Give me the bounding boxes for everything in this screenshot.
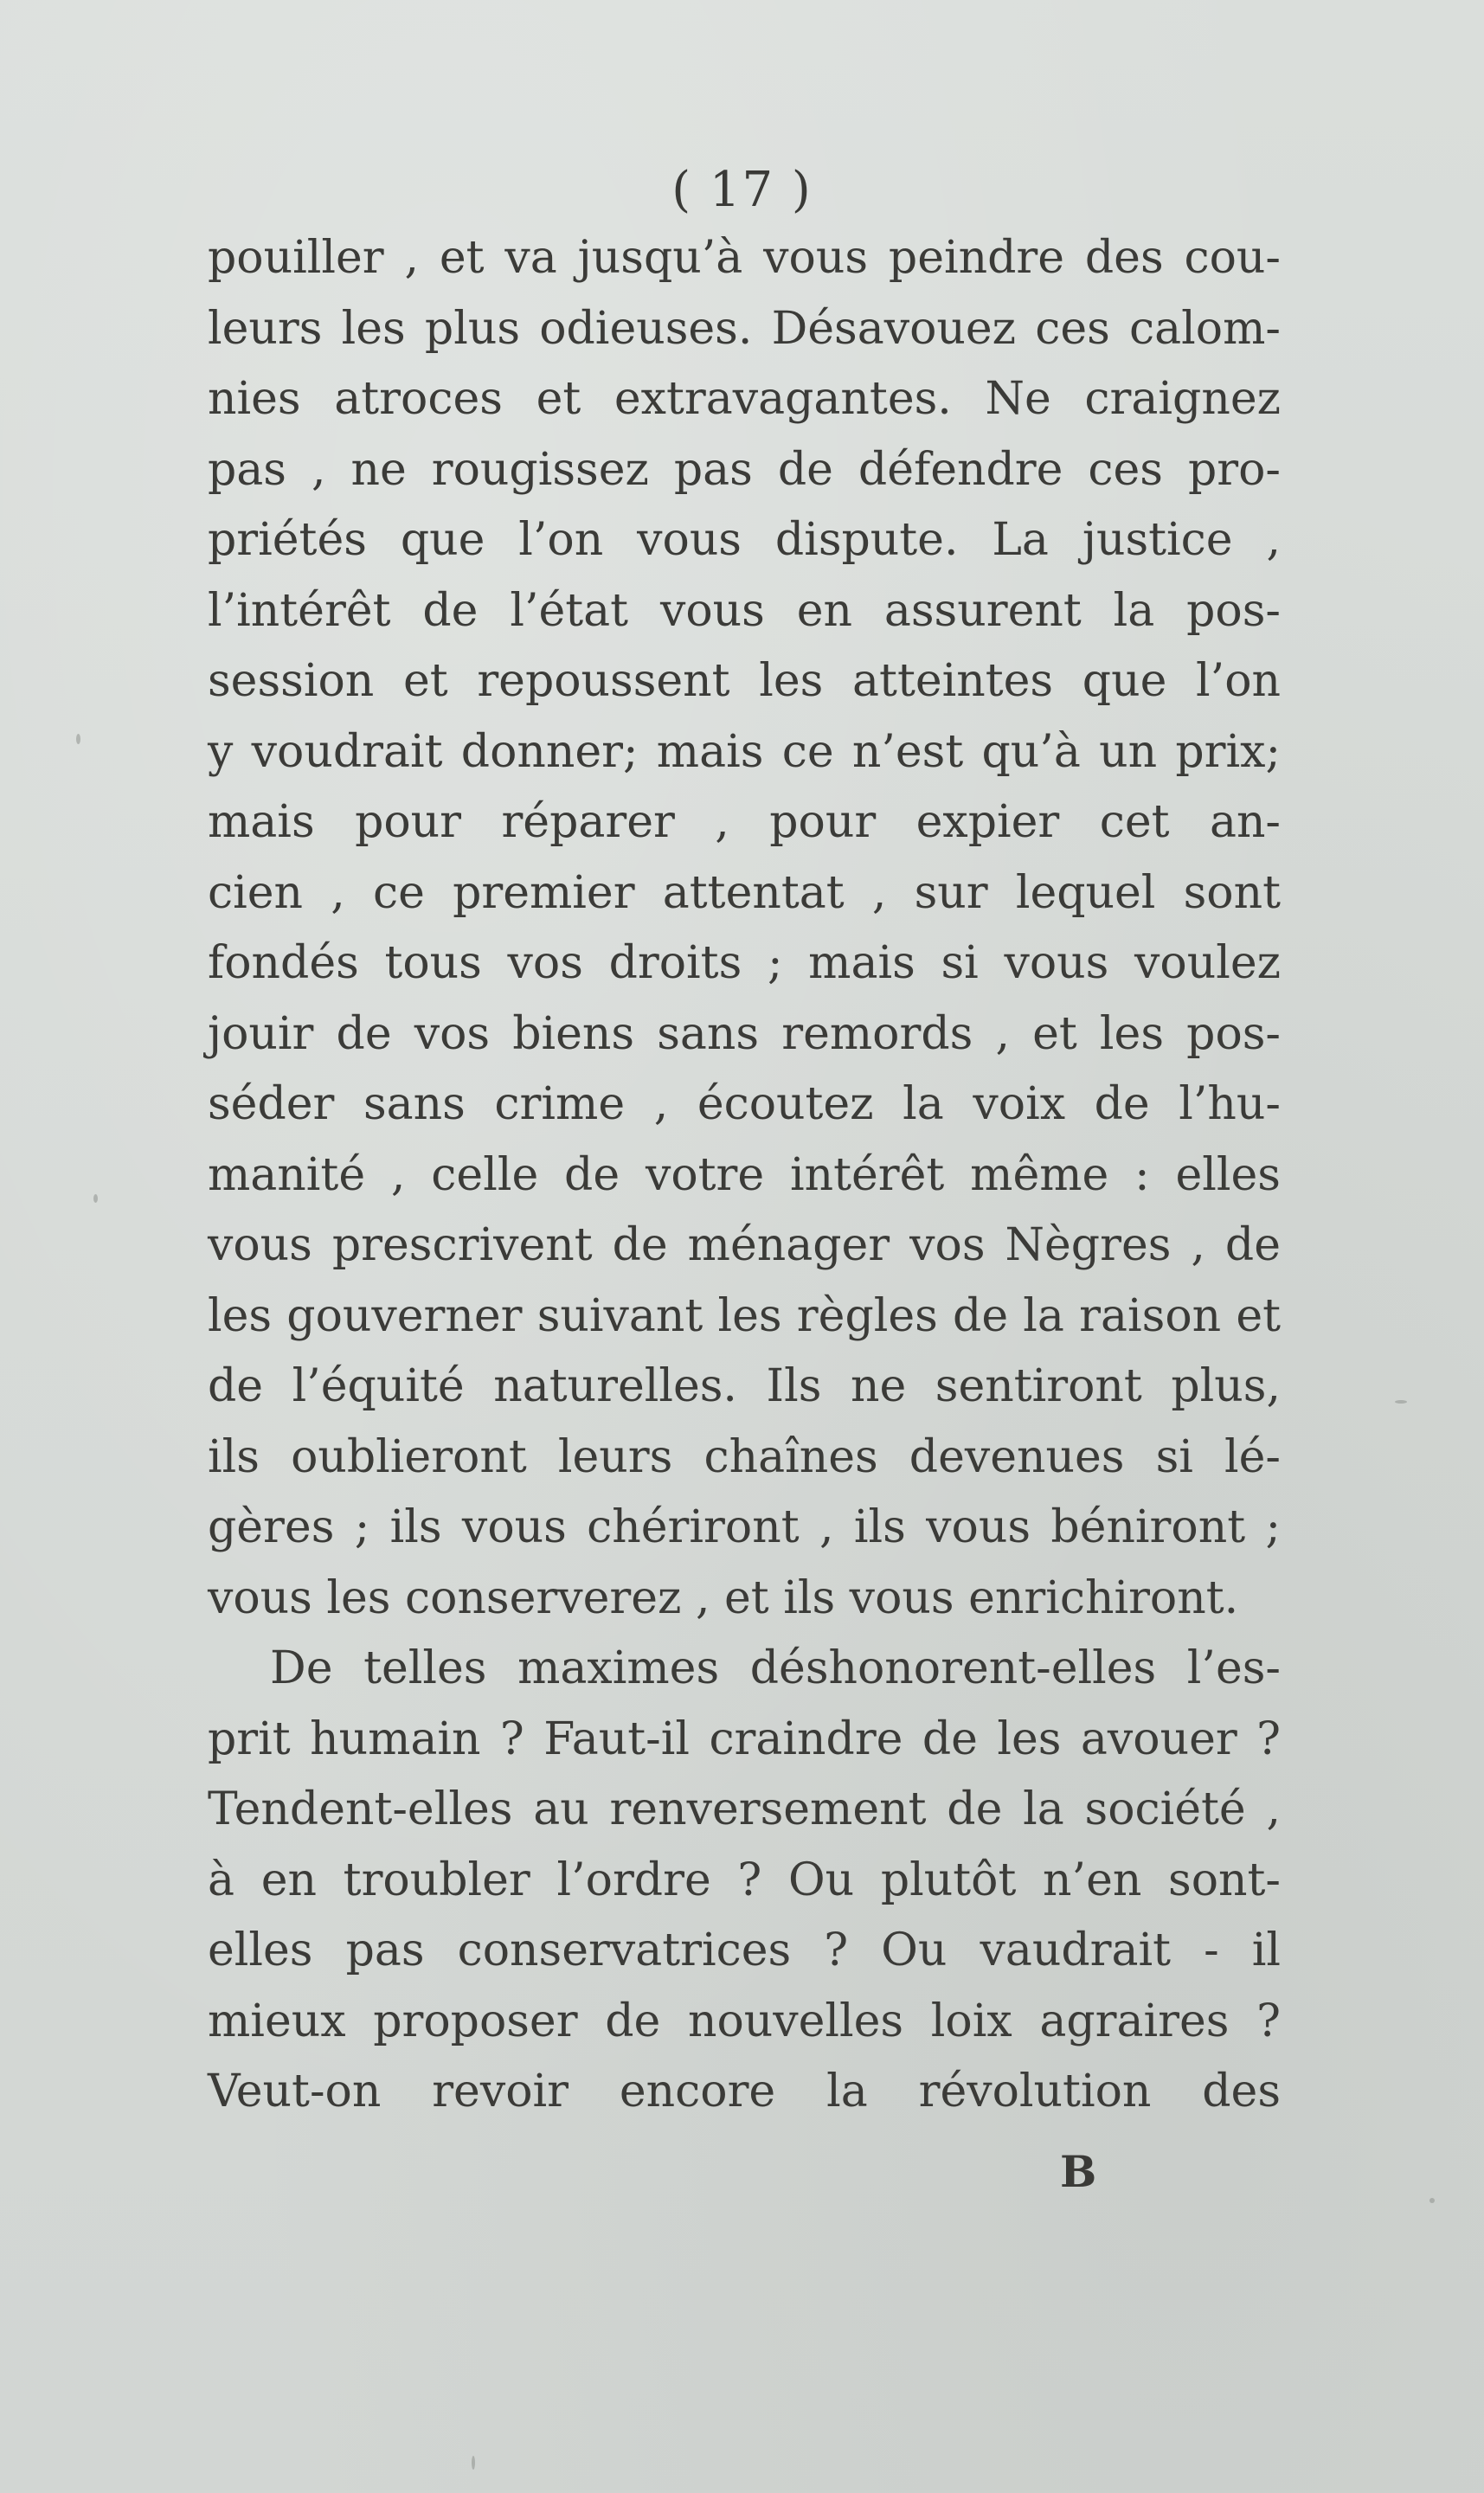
text-line: manité , celle de votre intérêt même : elles	[208, 1148, 1281, 1201]
paper-speck	[1395, 1400, 1407, 1404]
text-line: priétés que l’on vous dispute. La justice ,	[208, 514, 1281, 566]
text-line: les gouverner suivant les règles de la raison et	[208, 1289, 1281, 1342]
text-line: mieux proposer de nouvelles loix agraires ?	[208, 1995, 1281, 2047]
text-line: ils oublieront leurs chaînes devenues si lé-	[208, 1430, 1281, 1483]
paper-speck	[76, 734, 80, 744]
paper-speck	[472, 2456, 475, 2470]
text-line: séder sans crime , écoutez la voix de l’hu-	[208, 1078, 1281, 1130]
text-line: Tendent-elles au renversement de la société ,	[208, 1783, 1281, 1835]
text-line: nies atroces et extravagantes. Ne craignez	[208, 373, 1281, 425]
text-line: jouir de vos biens sans remords , et les pos-	[208, 1007, 1281, 1060]
text-line: session et repoussent les atteintes que l’on	[208, 655, 1281, 707]
text-line: vous les conserverez , et ils vous enrichiront.	[208, 1571, 1239, 1624]
page-number: ( 17 )	[671, 162, 813, 218]
text-line: pouiller , et va jusqu’à vous peindre des cou-	[208, 232, 1281, 284]
text-line: vous prescrivent de ménager vos Nègres , de	[208, 1219, 1281, 1271]
body-text	[208, 223, 1281, 2128]
paragraph-start-line: De telles maximes déshonorent-elles l’es-	[270, 1642, 1281, 1694]
text-line: cien , ce premier attentat , sur lequel sont	[208, 866, 1281, 919]
text-line: gères ; ils vous chériront , ils vous béniront ;	[208, 1501, 1281, 1553]
text-line: mais pour réparer , pour expier cet an-	[208, 796, 1281, 848]
paper-speck	[93, 1194, 98, 1203]
text-line: elles pas conservatrices ? Ou vaudrait - il	[208, 1924, 1281, 1976]
text-line: de l’équité naturelles. Ils ne sentiront plus,	[208, 1360, 1281, 1412]
text-line: fondés tous vos droits ; mais si vous voulez	[208, 937, 1281, 989]
text-line: Veut-on revoir encore la révolution des	[208, 2066, 1281, 2117]
text-line: à en troubler l’ordre ? Ou plutôt n’en sont-	[208, 1854, 1281, 1906]
text-line: prit humain ? Faut-il craindre de les avouer ?	[208, 1712, 1281, 1765]
text-line: pas , ne rougissez pas de défendre ces pro-	[208, 443, 1281, 496]
text-line: y voudrait donner; mais ce n’est qu’à un prix;	[208, 725, 1281, 778]
signature-mark: B	[1060, 2146, 1097, 2197]
text-line: leurs les plus odieuses. Désavouez ces calom-	[208, 302, 1281, 355]
text-line: l’intérêt de l’état vous en assurent la pos-	[208, 584, 1281, 637]
paper-speck	[1429, 2198, 1435, 2203]
